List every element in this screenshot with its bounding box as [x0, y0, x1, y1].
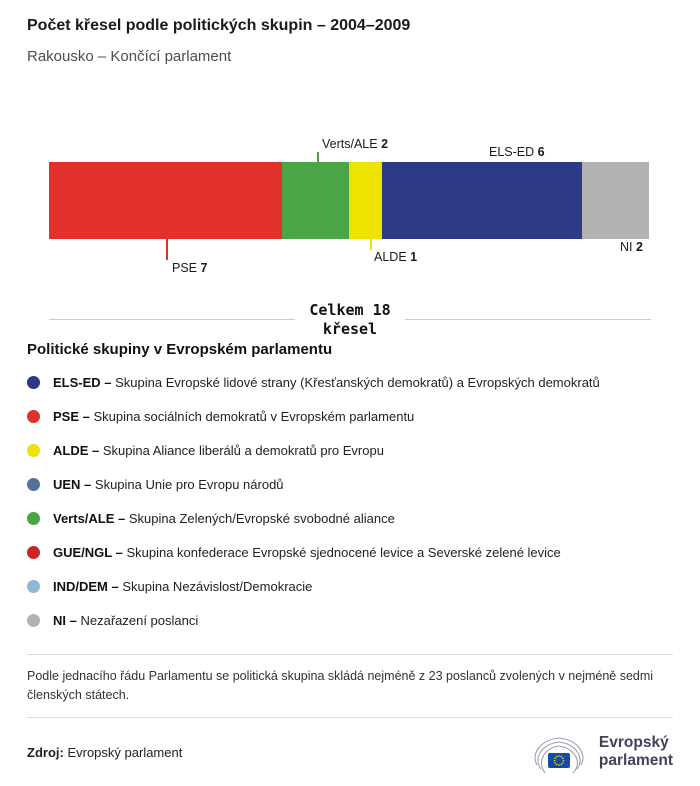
total-seats-label: [295, 301, 404, 339]
divider-line-left: [49, 319, 295, 320]
divider-line-right: [405, 319, 651, 320]
total-seats-row: [49, 301, 651, 339]
legend-color-dot: [27, 410, 40, 423]
callout-els-ed-value: 6: [537, 145, 545, 160]
footer-rule-bottom: [27, 717, 673, 718]
bar-segment-alde: [349, 162, 382, 239]
callout-alde-value: 1: [410, 250, 418, 265]
legend-item-text: UEN – Skupina Unie pro Evropu národů: [53, 477, 284, 493]
legend-item-text: ELS-ED – Skupina Evropské lidové strany (Křesťanských demokratů) a Evropských demokratů: [53, 375, 600, 391]
legend-color-dot: [27, 512, 40, 525]
bar-segment-ni: [582, 162, 649, 239]
bar-segment-els-ed: [382, 162, 582, 239]
callout-els-ed: [489, 145, 545, 159]
legend-item-uen: [27, 468, 673, 502]
legend-item-ind-dem: [27, 570, 673, 604]
page-title: Počet křesel podle politických skupin – 2004–2009: [27, 17, 411, 34]
legend-list: [27, 366, 673, 638]
source-value: Evropský parlament: [67, 744, 183, 760]
legend-item-text: NI – Nezařazení poslanci: [53, 613, 199, 629]
legend-color-dot: [27, 376, 40, 389]
legend-item-els-ed: [27, 366, 673, 400]
ep-logo: [528, 728, 673, 776]
legend-item-ni: [27, 604, 673, 638]
legend-color-dot: [27, 444, 40, 457]
callout-alde: [374, 250, 417, 264]
legend: [27, 341, 673, 638]
legend-item-verts-ale: [27, 502, 673, 536]
logo-text-line1: Evropský: [598, 734, 669, 752]
callout-pse-value: 7: [200, 261, 208, 276]
page-subtitle: Rakousko – Končící parlament: [27, 48, 232, 66]
legend-heading: Politické skupiny v Evropském parlamentu: [27, 340, 333, 358]
callout-line-verts-ale: [317, 152, 319, 162]
seats-chart: [0, 66, 700, 291]
legend-item-alde: [27, 434, 673, 468]
legend-color-dot: [27, 580, 40, 593]
bar-segment-pse: [49, 162, 282, 239]
legend-color-dot: [27, 546, 40, 559]
legend-item-text: PSE – Skupina sociálních demokratů v Evropském parlamentu: [53, 409, 415, 425]
callout-els-ed-name: ELS-ED: [489, 145, 535, 160]
bar-segment-verts-ale: [282, 162, 349, 239]
callout-verts-ale-value: 2: [381, 137, 389, 152]
callout-pse: [172, 261, 207, 275]
legend-color-dot: [27, 478, 40, 491]
hemicycle-arcs-icon: [528, 728, 590, 776]
legend-item-text: Verts/ALE – Skupina Zelených/Evropské svobodné aliance: [53, 511, 395, 527]
callout-verts-ale: [322, 137, 388, 151]
legend-item-text: IND/DEM – Skupina Nezávislost/Demokracie: [53, 579, 313, 595]
logo-text-line2: parlament: [598, 752, 673, 770]
callout-line-alde: [370, 239, 372, 250]
callout-pse-name: PSE: [172, 261, 198, 276]
eu-flag-icon: [548, 753, 570, 768]
source-line: [27, 745, 182, 760]
footer-bottom-row: [27, 728, 673, 776]
header: [0, 0, 700, 66]
footer-rule-top: [27, 654, 673, 655]
legend-color-dot: [27, 614, 40, 627]
legend-item-text: GUE/NGL – Skupina konfederace Evropské sjednocené levice a Severské zelené levice: [53, 545, 561, 561]
callout-alde-name: ALDE: [374, 250, 407, 265]
logo-text: [599, 734, 673, 771]
legend-item-pse: [27, 400, 673, 434]
source-label: Zdroj:: [27, 744, 64, 760]
total-seats-line1: Celkem 18: [309, 301, 391, 320]
callout-ni-value: 2: [635, 240, 643, 255]
total-seats-line2: křesel: [322, 319, 378, 338]
legend-item-text: ALDE – Skupina Aliance liberálů a demokratů pro Evropu: [53, 443, 384, 459]
legend-item-gue-ngl: [27, 536, 673, 570]
stacked-bar: [49, 162, 649, 239]
footer-note: Podle jednacího řádu Parlamentu se politická skupina skládá nejméně z 23 poslanců zvolených v nejméně sedmi členských státech.: [27, 668, 654, 703]
callout-ni: [620, 240, 643, 254]
callout-line-pse: [166, 239, 168, 260]
callout-verts-ale-name: Verts/ALE: [322, 137, 378, 152]
callout-ni-name: NI: [620, 240, 633, 255]
